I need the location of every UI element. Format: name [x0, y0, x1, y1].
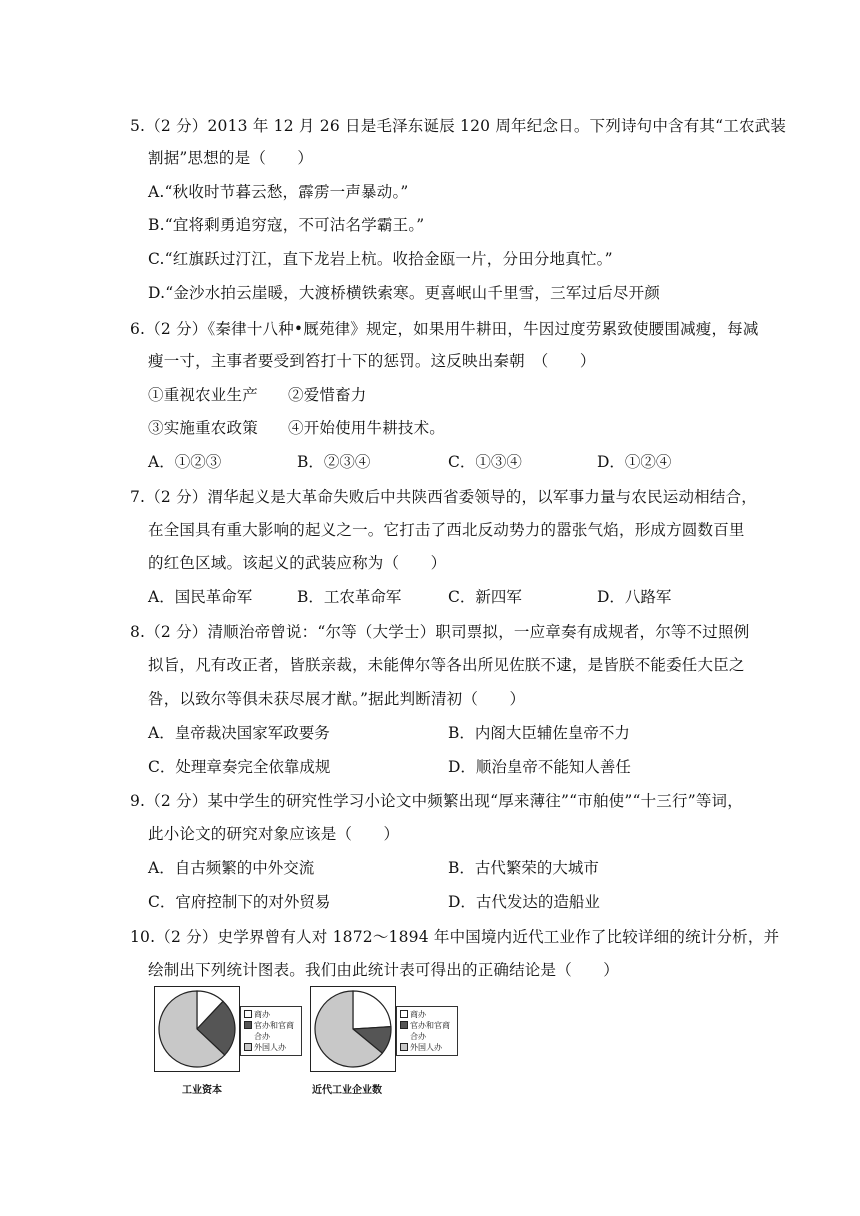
q6-option-a[interactable]: A．①②③ — [148, 453, 222, 471]
q6-option-d[interactable]: D．①②④ — [597, 453, 672, 471]
pie-slice-1 — [353, 991, 391, 1029]
legend-label-2a: 官办和官商 — [410, 1021, 450, 1030]
q10-stem-line2: 绘制出下列统计图表。我们由此统计表可得出的正确结论是（ ） — [148, 961, 620, 979]
q7-option-a[interactable]: A．国民革命军 — [148, 588, 253, 606]
q5-option-d[interactable]: D.“金沙水拍云崖暖，大渡桥横铁索寒。更喜岷山千里雪，三军过后尽开颜 — [148, 284, 661, 302]
legend-label-2a: 官办和官商 — [254, 1021, 294, 1030]
q6-stem-line1: 6.（2 分）《秦律十八种•厩苑律》规定，如果用牛耕田，牛因过度劳累致使腰围减瘦，每减 — [130, 320, 759, 338]
q5-stem-line1: 5.（2 分）2013 年 12 月 26 日是毛泽东诞辰 120 周年纪念日。下列诗句中含有其“工农武装 — [130, 117, 787, 135]
q9-option-c[interactable]: C．官府控制下的对外贸易 — [148, 893, 331, 911]
q8-option-d[interactable]: D．顺治皇帝不能知人善任 — [448, 758, 631, 776]
q9-option-a[interactable]: A．自古频繁的中外交流 — [148, 859, 315, 877]
legend-label-2b: 合办 — [254, 1032, 270, 1041]
q9-stem-line1: 9.（2 分）某中学生的研究性学习小论文中频繁出现“厚来薄往”“市舶使”“十三行”等词， — [130, 792, 743, 810]
legend-swatch-dark — [400, 1021, 408, 1029]
q8-stem-line1: 8.（2 分）清顺治帝曾说：“尔等（大学士）职司票拟，一应章奏有成规者，尔等不过照例 — [130, 623, 750, 641]
q5-stem-line2: 割据”思想的是（ ） — [148, 149, 314, 167]
q6-item-1: ①重视农业生产 — [148, 386, 258, 404]
q9-stem-line2: 此小论文的研究对象应该是（ ） — [148, 825, 400, 843]
legend-swatch-white — [244, 1010, 252, 1018]
q10-stem-line1: 10.（2 分）史学界曾有人对 1872～1894 年中国境内近代工业作了比较详细的统计分析，并 — [130, 928, 780, 946]
legend-label-3: 外国人办 — [254, 1043, 286, 1052]
legend-label-1: 商办 — [254, 1010, 270, 1019]
pie-chart-2-title: 近代工业企业数 — [312, 1085, 382, 1096]
q7-option-c[interactable]: C．新四军 — [448, 588, 522, 606]
q8-option-b[interactable]: B．内阁大臣辅佐皇帝不力 — [448, 724, 630, 742]
legend-swatch-dark — [244, 1021, 252, 1029]
pie-chart-2 — [311, 987, 395, 1071]
q9-option-d[interactable]: D．古代发达的造船业 — [448, 893, 600, 911]
pie-chart-1-legend — [240, 1006, 302, 1056]
q8-stem-line2: 拟旨，凡有改正者，皆朕亲裁，未能俾尔等各出所见佐朕不逮，是皆朕不能委任大臣之 — [148, 656, 745, 674]
q9-option-b[interactable]: B．古代繁荣的大城市 — [448, 859, 599, 877]
legend-label-2b: 合办 — [410, 1032, 426, 1041]
q6-option-b[interactable]: B．②③④ — [297, 453, 371, 471]
q10-figure — [150, 986, 610, 1096]
q7-option-b[interactable]: B．工农革命军 — [297, 588, 402, 606]
q5-option-a[interactable]: A.“秋收时节暮云愁，霹雳一声暴动。” — [148, 183, 409, 201]
q7-stem-line3: 的红色区域。该起义的武装应称为（ ） — [148, 554, 447, 572]
q8-stem-line3: 咎，以致尔等俱未获尽展才猷。”据此判断清初（ ） — [148, 690, 526, 708]
pie-chart-1-frame — [154, 986, 240, 1072]
q6-option-c[interactable]: C．①③④ — [448, 453, 522, 471]
legend-label-1: 商办 — [410, 1010, 426, 1019]
legend-swatch-light — [400, 1043, 408, 1051]
pie-chart-2-legend — [396, 1006, 458, 1056]
legend-swatch-light — [244, 1043, 252, 1051]
pie-chart-2-frame — [310, 986, 396, 1072]
legend-swatch-white — [400, 1010, 408, 1018]
q5-option-c[interactable]: C.“红旗跃过汀江，直下龙岩上杭。收拾金瓯一片，分田分地真忙。” — [148, 250, 613, 268]
legend-label-3: 外国人办 — [410, 1043, 442, 1052]
q6-item-4: ④开始使用牛耕技术。 — [288, 419, 446, 437]
q8-option-a[interactable]: A．皇帝裁决国家军政要务 — [148, 724, 330, 742]
q7-stem-line2: 在全国具有重大影响的起义之一。它打击了西北反动势力的嚣张气焰，形成方圆数百里 — [148, 521, 745, 539]
q8-option-c[interactable]: C．处理章奏完全依靠成规 — [148, 758, 331, 776]
q5-option-b[interactable]: B.“宜将剩勇追穷寇，不可沽名学霸王。” — [148, 216, 425, 234]
q6-item-3: ③实施重农政策 — [148, 419, 258, 437]
q6-stem-line2: 瘦一寸，主事者要受到笞打十下的惩罚。这反映出秦朝 （ ） — [148, 352, 596, 370]
pie-chart-1 — [155, 987, 239, 1071]
q6-item-2: ②爱惜畜力 — [288, 386, 367, 404]
q7-option-d[interactable]: D．八路军 — [597, 588, 672, 606]
pie-chart-1-title: 工业资本 — [182, 1085, 222, 1096]
q7-stem-line1: 7.（2 分）渭华起义是大革命失败后中共陕西省委领导的，以军事力量与农民运动相结合， — [130, 488, 757, 506]
